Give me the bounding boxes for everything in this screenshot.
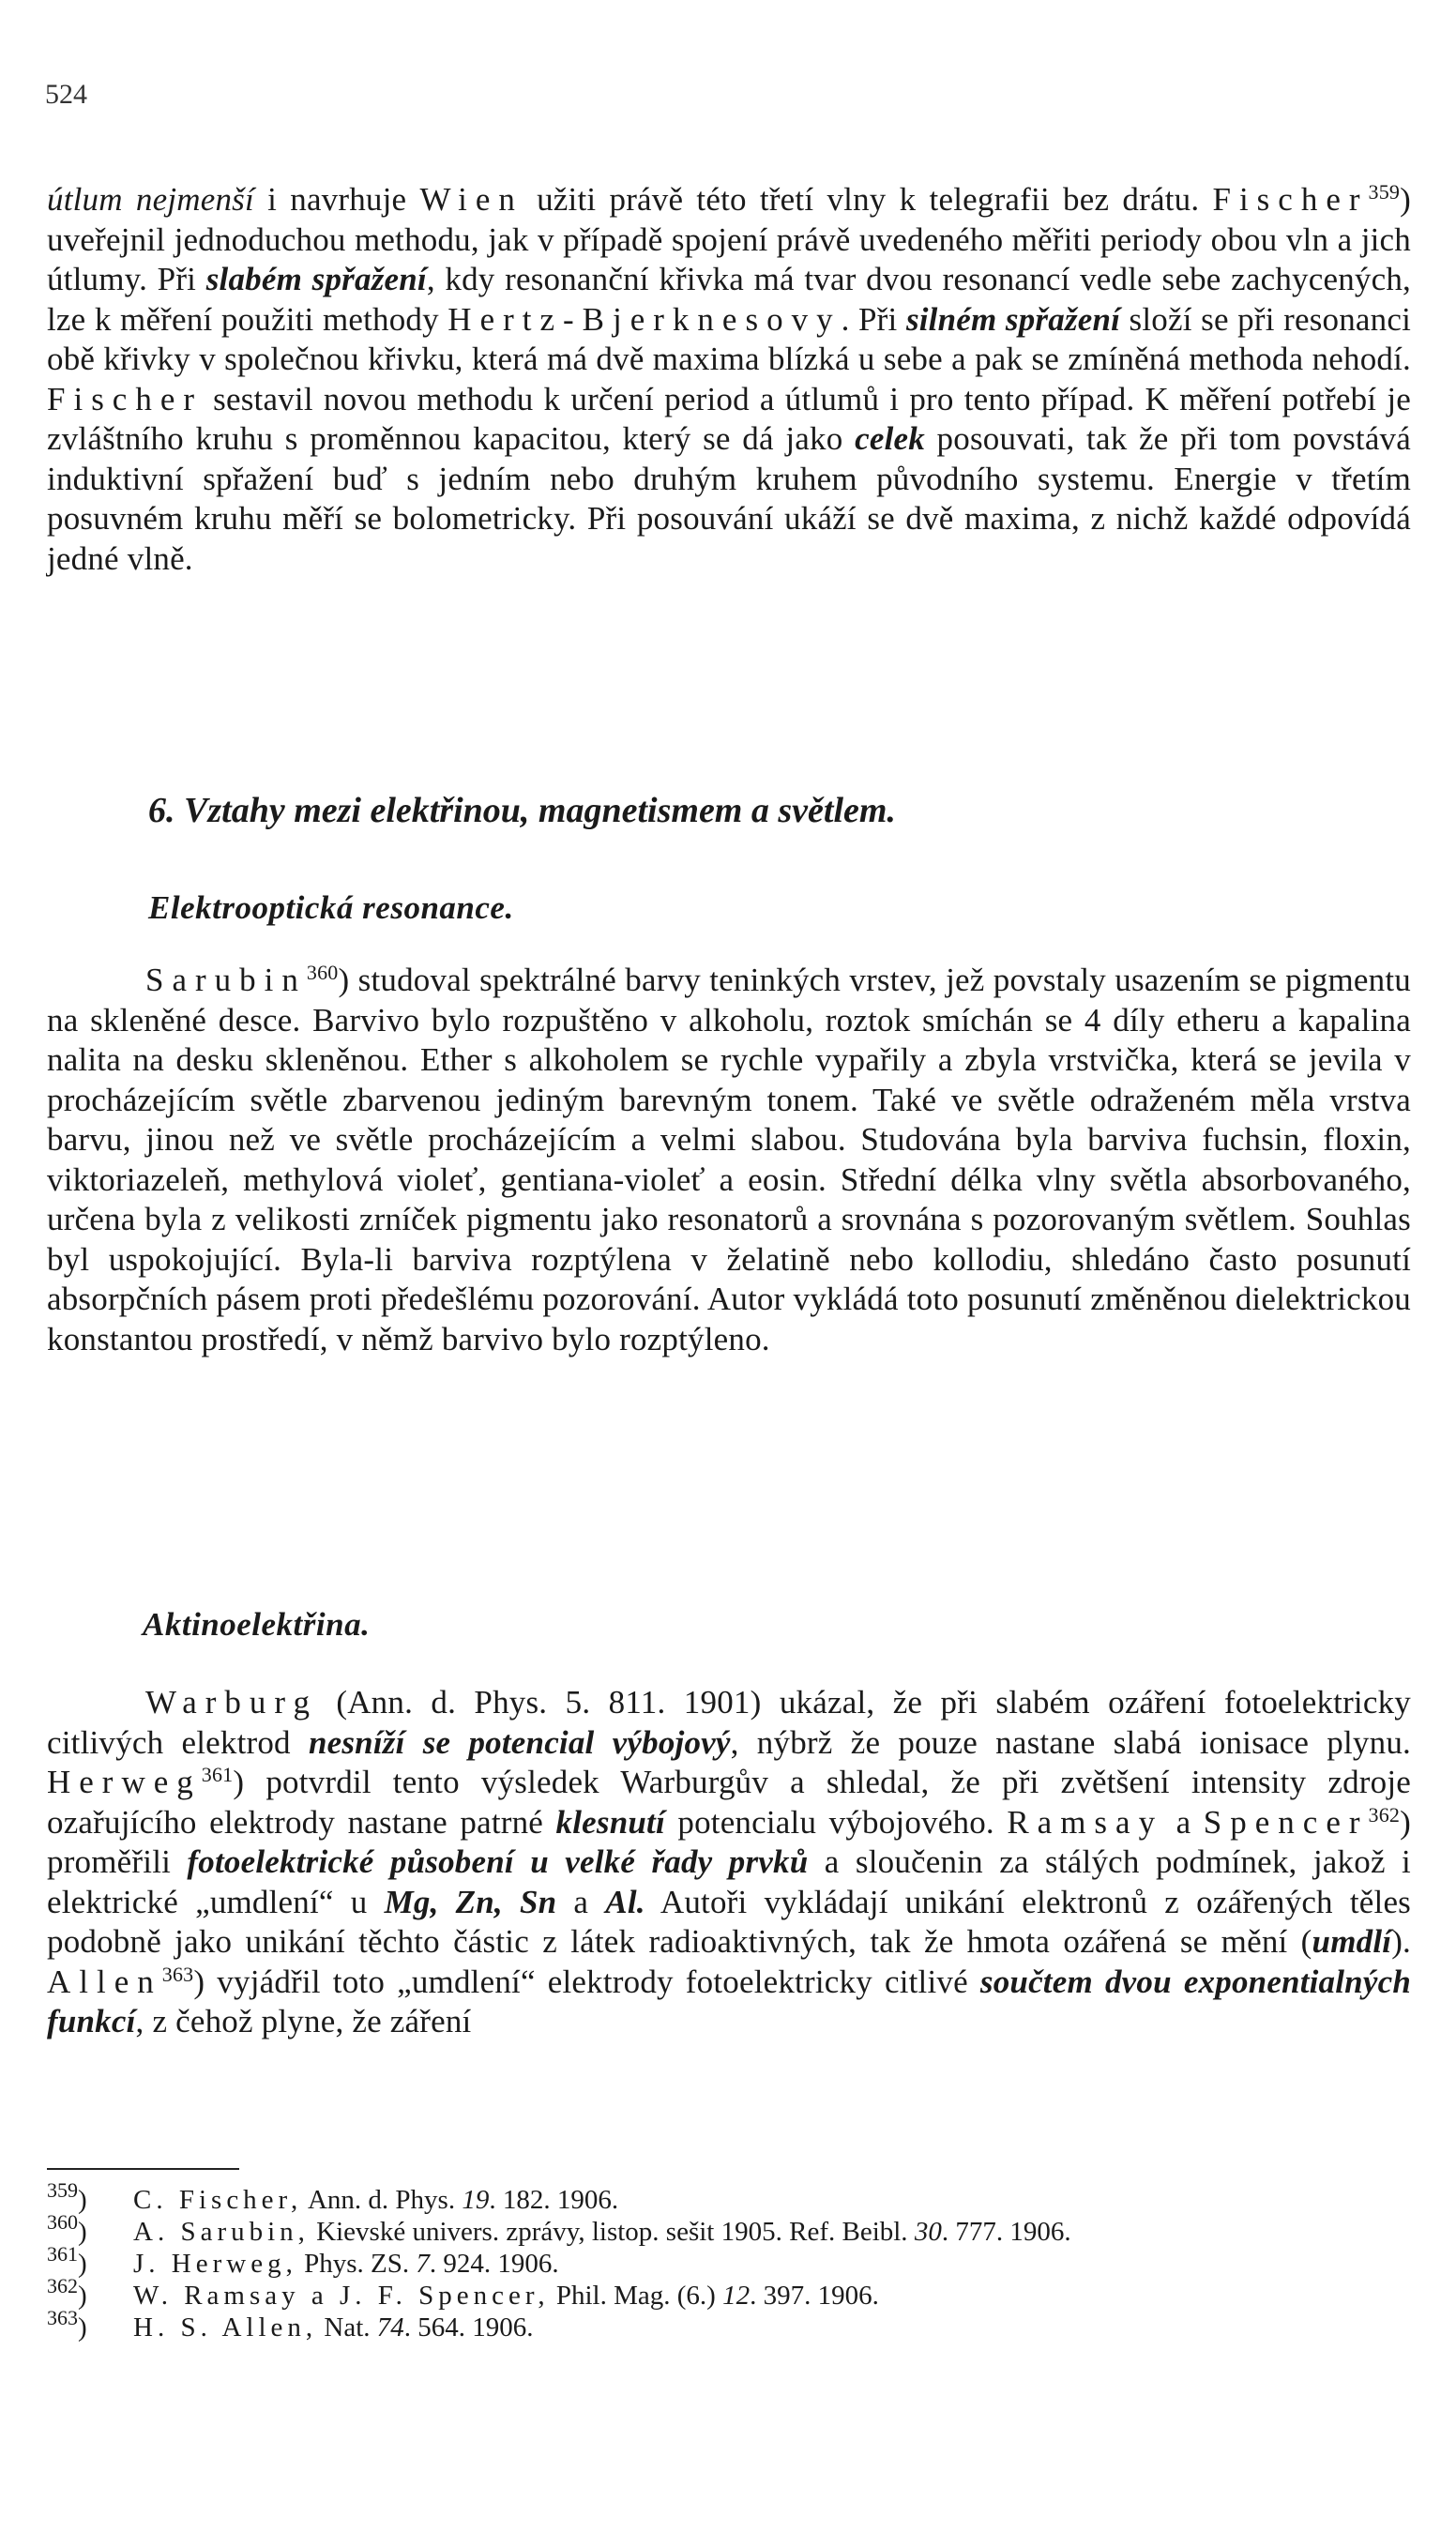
text-run: . Při bbox=[841, 300, 906, 338]
footnote-text: Ann. d. Phys. bbox=[302, 2185, 463, 2215]
paragraph-sarubin bbox=[47, 961, 1411, 1359]
footnote-author: J. Herweg, bbox=[133, 2249, 297, 2279]
footnote-text: . 397. 1906. bbox=[750, 2281, 879, 2311]
footnote-361 bbox=[47, 2242, 1411, 2280]
subsection-title-actinoelectricity: Aktinoelektřina. bbox=[143, 1606, 371, 1643]
text-run: Autoři vykládají unikání elektronů z ozářených těles podobně jako unikání těchto částic z látek radioaktivných, tak že hmota ozářená se mění ( bbox=[47, 1883, 1411, 1960]
footnote-text: Kievské univers. zprávy, listop. sešit 1905. Ref. Beibl. bbox=[309, 2217, 915, 2247]
footnote-number-text: 363 bbox=[47, 2306, 78, 2329]
text-run: složí se při resonanci obě křivky v společnou křivku, která má dvě maxima blízká u sebe a pak se zmíněná methoda nehodí. bbox=[47, 300, 1412, 377]
footnote-number: $^{361}$) bbox=[47, 2242, 87, 2279]
emphasis: celek bbox=[855, 420, 925, 457]
footnote-volume: 74 bbox=[376, 2312, 404, 2342]
emphasis: Al. bbox=[605, 1883, 645, 1920]
text-run: i navrhuje bbox=[253, 181, 420, 218]
emphasis: útlum nejmenší bbox=[47, 181, 254, 218]
subsection-title-electrooptic: Elektrooptická resonance. bbox=[148, 889, 514, 926]
section-title: 6. Vztahy mezi elektřinou, magnetismem a světlem. bbox=[148, 791, 896, 830]
author-name: Fischer bbox=[47, 380, 204, 417]
author-name: Fischer bbox=[1212, 181, 1369, 218]
emphasis: umdlí bbox=[1312, 1923, 1392, 1960]
text-run: ). bbox=[1391, 1923, 1411, 1960]
footnote-text: Phil. Mag. (6.) bbox=[549, 2281, 723, 2311]
footnote-number: $^{359}$) bbox=[47, 2178, 87, 2215]
footnote-359 bbox=[47, 2178, 1411, 2216]
footnote-text: . 182. 1906. bbox=[489, 2185, 619, 2215]
text-run: ) potvrdil tento výsledek Warburgův a shledal, že při zvětšení intensity zdroje ozařujícího elektrody nastane patrné bbox=[47, 1764, 1411, 1841]
text-run: sestavil novou methodu k určení period a útlumů i pro tento případ. K měření potřebí je zvláštního kruhu s proměnnou kapacitou, který se dá jako bbox=[47, 380, 1411, 457]
text-run: a bbox=[556, 1883, 606, 1920]
paragraph-warburg bbox=[47, 1683, 1411, 2042]
author-name: Hertz-Bjerknesovy bbox=[447, 300, 842, 338]
author-name: Herweg bbox=[47, 1764, 202, 1800]
footnote-author: C. Fischer, bbox=[133, 2185, 303, 2215]
footnote-360 bbox=[47, 2210, 1411, 2248]
footnote-number-text: 360 bbox=[47, 2210, 78, 2234]
footnote-volume: 7 bbox=[416, 2249, 430, 2279]
footnote-author: A. Sarubin, bbox=[133, 2217, 310, 2247]
footnote-number-text: 359 bbox=[47, 2178, 78, 2202]
text-run: posouvati, tak že při tom povstává induktivní spřažení buď s jedním nebo druhým kruhem původního systemu. Energie v třetím posuvném kruhu měří se bolometricky. Při posouvání ukáží se dvě maxima, z nichž každé odpovídá jedné vlně. bbox=[47, 420, 1411, 577]
text-run: ) vyjádřil toto „umdlení“ elektrody fotoelektricky citlivé bbox=[193, 1963, 980, 2000]
text-run: a bbox=[1163, 1803, 1204, 1841]
text-run: potencialu výbojového. bbox=[664, 1803, 1008, 1841]
footnote-ref: 360 bbox=[306, 961, 339, 984]
text-run: užiti právě této třetí vlny k telegrafii bez drátu. bbox=[523, 181, 1213, 218]
footnote-363 bbox=[47, 2306, 1411, 2343]
text-run: , z čehož plyne, že záření bbox=[135, 2003, 472, 2039]
emphasis: silném spřažení bbox=[905, 300, 1121, 338]
text-run: , nýbrž že pouze nastane slabá ionisace plynu. bbox=[730, 1723, 1411, 1761]
paragraph-text bbox=[47, 1683, 1411, 2042]
author-name: Sarubin bbox=[145, 962, 307, 998]
emphasis: klesnutí bbox=[555, 1803, 665, 1841]
footnote-ref: 359 bbox=[1368, 180, 1401, 204]
author-name: Warburg bbox=[145, 1684, 318, 1721]
footnote-author: H. S. Allen, bbox=[133, 2312, 318, 2342]
emphasis: fotoelektrické působení u velké řady prvků bbox=[187, 1843, 809, 1880]
footnote-text: Phys. ZS. bbox=[296, 2249, 417, 2279]
footnote-rule bbox=[47, 2168, 239, 2170]
text-run: ) uveřejnil jednoduchou methodu, jak v případě spojení právě uvedeného měřiti periody obou vln a jich útlumy. Při bbox=[47, 181, 1411, 297]
emphasis: nesníží se potencial výbojový bbox=[308, 1723, 731, 1761]
footnote-ref: 362 bbox=[1368, 1802, 1401, 1827]
text-run: ) proměřili bbox=[47, 1803, 1411, 1880]
footnote-number: $^{362}$) bbox=[47, 2274, 87, 2311]
footnote-text: Nat. bbox=[317, 2312, 377, 2342]
emphasis: slabém spřažení bbox=[205, 261, 427, 297]
footnote-text: . 924. 1906. bbox=[429, 2249, 559, 2279]
text-run: a sloučenin za stálých podmínek, jakož i elektrické „umdlení“ u bbox=[47, 1843, 1411, 1920]
footnote-362 bbox=[47, 2274, 1411, 2312]
emphasis: součtem dvou exponentialných funkcí bbox=[47, 1963, 1411, 2039]
footnote-number-text: 362 bbox=[47, 2274, 78, 2297]
footnote-volume: 19 bbox=[462, 2185, 490, 2215]
footnote-text: . 564. 1906. bbox=[403, 2312, 534, 2342]
footnote-number: $^{360}$) bbox=[47, 2210, 87, 2247]
text-run: ) studoval spektrálné barvy teninkých vrstev, jež povstaly usazením se pigmentu na skleněné desce. Barvivo bylo rozpuštěno v alkoholu, roztok smíchán se 4 díly etheru a kapalina nalita na desku skleněnou. Ether s alkoholem se rychle vypařily a zbyla vrstvička, která se jevila v procházejícím světle zbarvenou jediným barevným tonem. Také ve světle odraženém měla vrstva barvu, jinou než ve světle procházejícím a velmi slabou. Studována byla barviva fuchsin, floxin, viktoriazeleň, methylová violeť, gentiana-violeť a eosin. Střední délka vlny světla absorbovaného, určena byla z velikosti zrníček pigmentu jako resonatorů a srovnána s pozorovaným světlem. Souhlas byl uspokojující. Byla-li barviva rozptýlena v želatině nebo kollodiu, shledáno často posunutí absorpčních pásem proti předešlému pozorování. Autor vykládá toto posunutí změněnou dielektrickou konstantou prostředí, v němž barvivo bylo rozptýleno. bbox=[47, 962, 1411, 1357]
footnote-number-text: 361 bbox=[47, 2242, 78, 2266]
footnote-volume: 30 bbox=[914, 2217, 942, 2247]
text-run: , kdy resonanční křivka má tvar dvou resonancí vedle sebe zachycených, lze k měření použiti methody bbox=[47, 261, 1411, 338]
paragraph-fischer-method bbox=[47, 180, 1411, 579]
author-name: Spencer bbox=[1203, 1803, 1369, 1841]
text-run: (Ann. d. Phys. 5. 811. 1901) ukázal, že při slabém ozáření fotoelektricky citlivých elektrod bbox=[47, 1684, 1411, 1761]
footnote-ref: 363 bbox=[161, 1962, 194, 1986]
footnote-number: $^{363}$) bbox=[47, 2306, 87, 2342]
emphasis: Mg, Zn, Sn bbox=[384, 1883, 557, 1920]
author-name: Ramsay bbox=[1007, 1803, 1164, 1841]
footnote-text: . 777. 1906. bbox=[941, 2217, 1071, 2247]
footnote-ref: 361 bbox=[201, 1763, 234, 1786]
footnote-author: W. Ramsay a J. F. Spencer, bbox=[133, 2281, 550, 2311]
page-number: 524 bbox=[45, 79, 87, 110]
author-name: Allen bbox=[47, 1963, 162, 2000]
footnote-volume: 12 bbox=[722, 2281, 751, 2311]
paragraph-text bbox=[47, 961, 1411, 1359]
author-name: Wien bbox=[419, 181, 523, 218]
footnotes bbox=[47, 2178, 1411, 2343]
paragraph-text bbox=[47, 180, 1411, 579]
